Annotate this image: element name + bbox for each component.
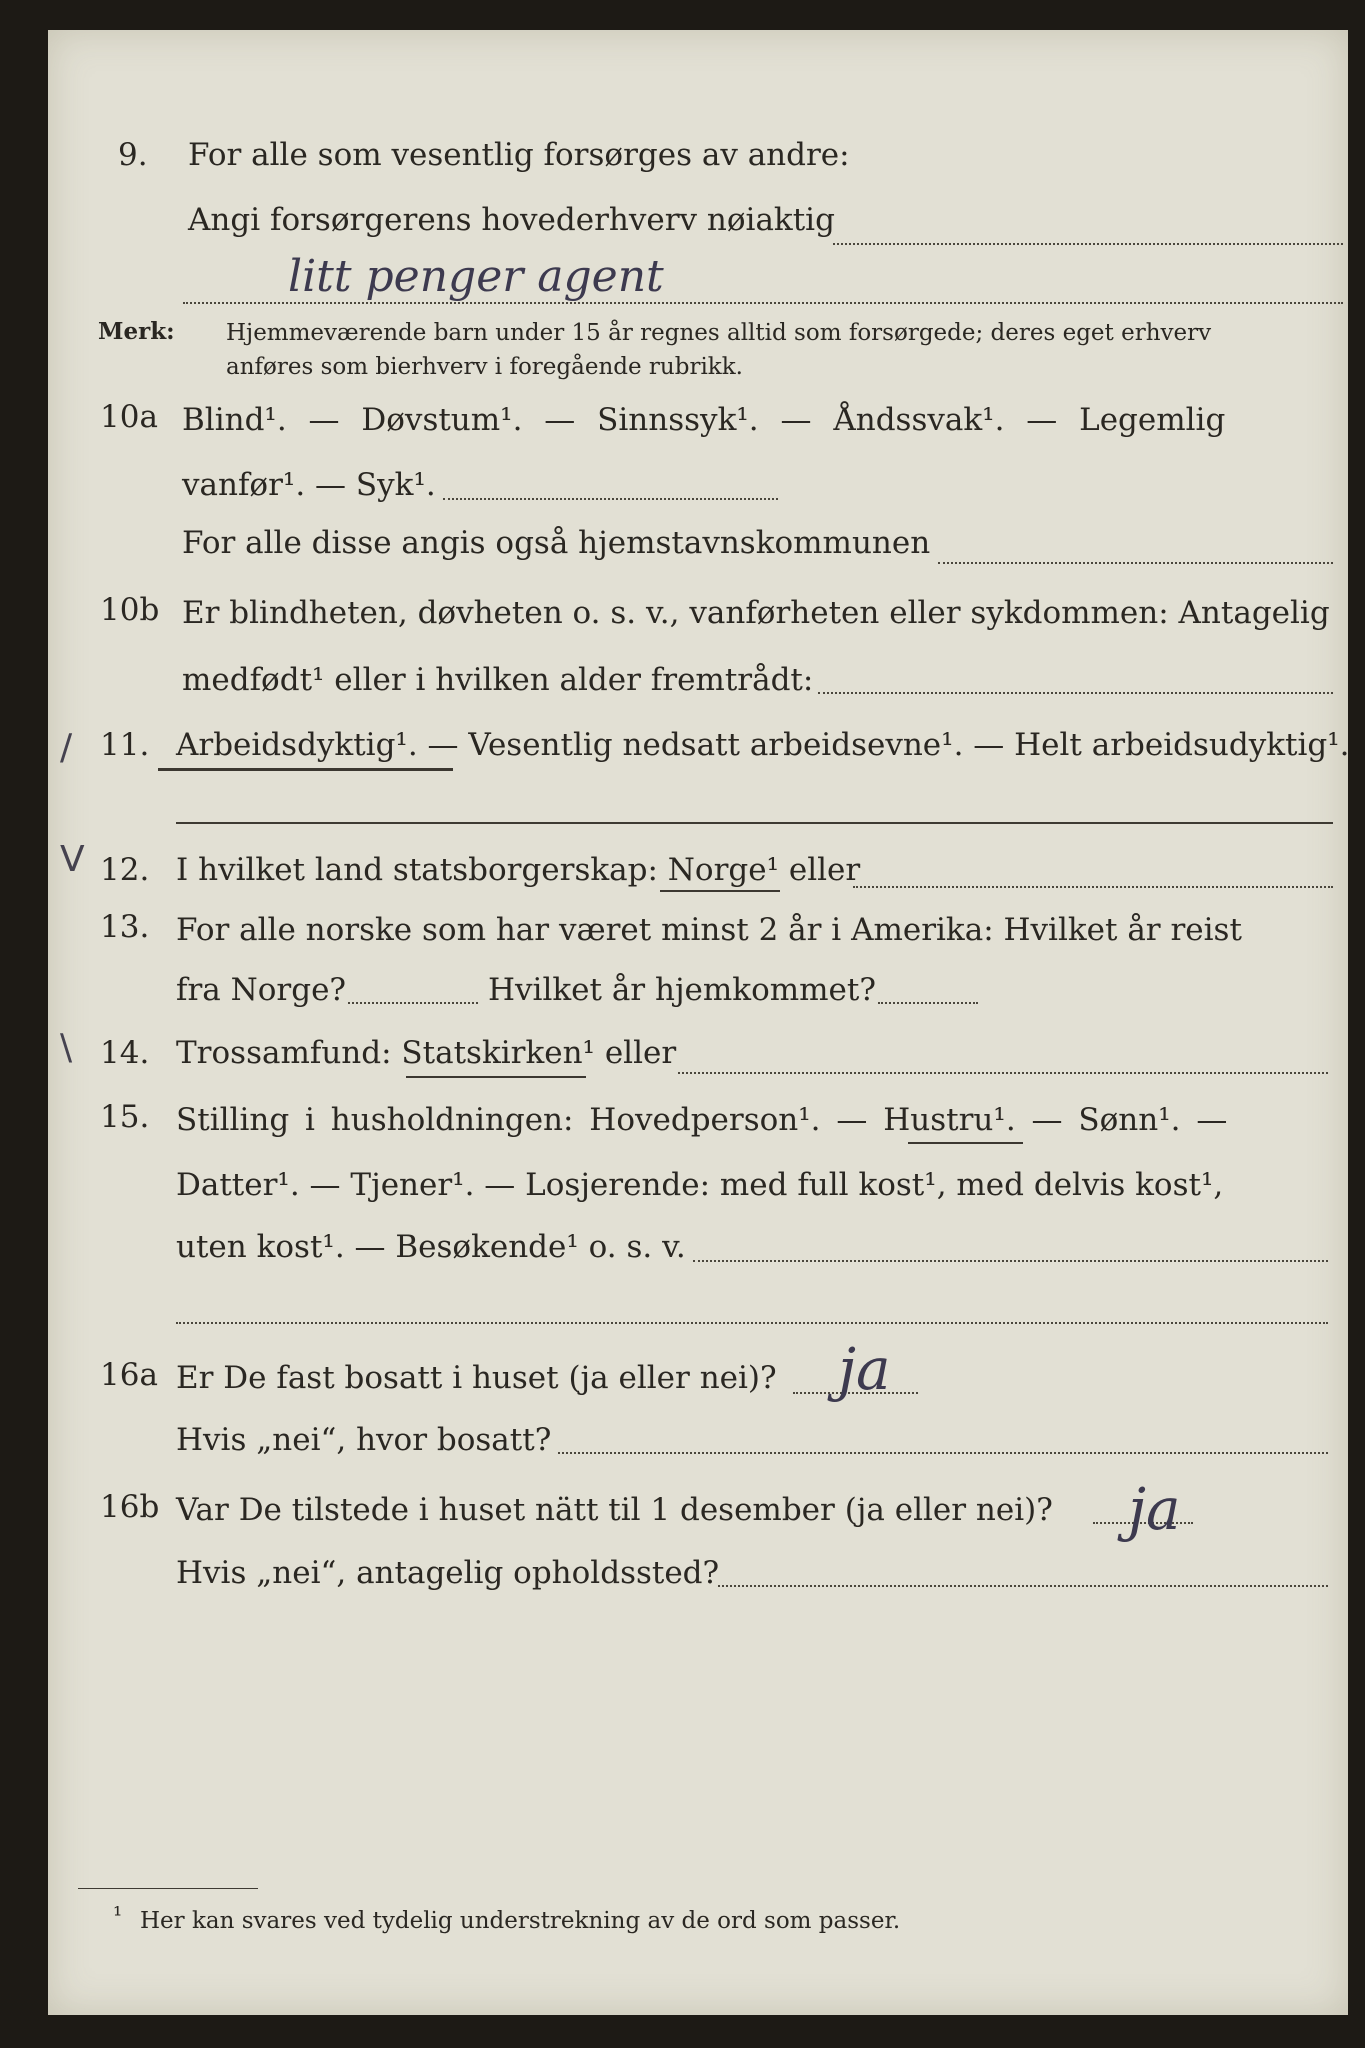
q13-hjemkommet-answer-line[interactable] bbox=[878, 1002, 978, 1004]
q16a-bosatt-answer-line[interactable] bbox=[558, 1452, 1328, 1454]
margin-tick-q11: / bbox=[60, 727, 73, 768]
merk-label: Merk: bbox=[98, 318, 175, 345]
footnote-mark: ¹ bbox=[113, 1903, 123, 1929]
footnote-divider bbox=[78, 1888, 258, 1889]
q14-answer-line[interactable] bbox=[678, 1072, 1328, 1074]
q10a-syk-answer-line[interactable] bbox=[443, 498, 778, 500]
q16a-handwritten-answer: ja bbox=[838, 1335, 891, 1403]
q13-reist-answer-line[interactable] bbox=[348, 1002, 478, 1004]
q15-answer-line-2[interactable] bbox=[176, 1322, 1328, 1324]
q16b-number: 16b bbox=[100, 1489, 160, 1525]
merk-line2: anføres som bierhverv i foregående rubrikk. bbox=[226, 354, 743, 380]
q9-line1: For alle som vesentlig forsørges av andre: bbox=[188, 137, 850, 173]
q13-number: 13. bbox=[100, 909, 150, 945]
q10a-line2: vanfør¹. — Syk¹. bbox=[182, 467, 436, 503]
q12-answer-line[interactable] bbox=[853, 886, 1333, 888]
q15-line2: Datter¹. — Tjener¹. — Losjerende: med full kost¹, med delvis kost¹, bbox=[176, 1167, 1224, 1203]
census-form-page bbox=[48, 30, 1348, 2015]
q12-line1: I hvilket land statsborgerskap: Norge¹ eller bbox=[176, 852, 861, 888]
q16a-line2: Hvis „nei“, hvor bosatt? bbox=[176, 1422, 552, 1458]
q9-number: 9. bbox=[118, 137, 148, 173]
q10b-line1: Er blindheten, døvheten o. s. v., vanførheten eller sykdommen: Antagelig bbox=[182, 595, 1330, 631]
q10b-answer-line[interactable] bbox=[818, 692, 1333, 694]
q14-underline-statskirken bbox=[406, 1076, 586, 1078]
q13-line1: For alle norske som har været minst 2 år i Amerika: Hvilket år reist bbox=[176, 912, 1242, 948]
merk-line1: Hjemmeværende barn under 15 år regnes alltid som forsørgede; deres eget erhverv bbox=[226, 320, 1212, 346]
q14-number: 14. bbox=[100, 1035, 150, 1071]
q9-answer-line-2[interactable] bbox=[183, 302, 1343, 304]
q9-answer-line-1[interactable] bbox=[833, 243, 1343, 245]
q10a-line1: Blind¹. — Døvstum¹. — Sinnssyk¹. — Åndssvak¹. — Legemlig bbox=[182, 402, 1226, 438]
q13-line2b: Hvilket år hjemkommet? bbox=[488, 972, 876, 1008]
q14-line1: Trossamfund: Statskirken¹ eller bbox=[176, 1035, 677, 1071]
q10b-line2: medfødt¹ eller i hvilken alder fremtrådt: bbox=[182, 662, 814, 698]
q10b-number: 10b bbox=[100, 592, 160, 628]
q15-line1: Stilling i husholdningen: Hovedperson¹. — Hustru¹. — Sønn¹. — bbox=[176, 1102, 1228, 1138]
margin-tick-q12: V bbox=[60, 839, 85, 880]
q16b-line2: Hvis „nei“, antagelig opholdssted? bbox=[176, 1555, 720, 1591]
q13-line2a: fra Norge? bbox=[176, 972, 347, 1008]
footnote-text: Her kan svares ved tydelig understrekning av de ord som passer. bbox=[140, 1908, 901, 1934]
q12-number: 12. bbox=[100, 852, 150, 888]
q11-number: 11. bbox=[100, 727, 150, 763]
q15-line3: uten kost¹. — Besøkende¹ o. s. v. bbox=[176, 1229, 686, 1265]
q10a-hjemstavn-answer-line[interactable] bbox=[938, 562, 1333, 564]
q16a-line1: Er De fast bosatt i huset (ja eller nei)? bbox=[176, 1360, 777, 1396]
q11-line1: Arbeidsdyktig¹. — Vesentlig nedsatt arbeidsevne¹. — Helt arbeidsudyktig¹. bbox=[176, 727, 1350, 763]
q12-underline-norge bbox=[660, 890, 780, 892]
q16b-opholdssted-answer-line[interactable] bbox=[718, 1585, 1328, 1587]
q9-line2: Angi forsørgerens hovederhverv nøiaktig bbox=[188, 202, 835, 238]
q9-handwritten-answer: litt penger agent bbox=[288, 251, 664, 302]
q10a-line3: For alle disse angis også hjemstavnskommunen bbox=[182, 525, 931, 561]
q11-answer-line[interactable] bbox=[176, 822, 1333, 824]
q15-answer-line-1[interactable] bbox=[693, 1260, 1328, 1262]
q16b-line1: Var De tilstede i huset nätt til 1 desember (ja eller nei)? bbox=[176, 1492, 1053, 1528]
q16b-handwritten-answer: ja bbox=[1128, 1475, 1181, 1543]
q11-underline-arbeidsdyktig bbox=[158, 768, 453, 771]
q16a-number: 16a bbox=[100, 1357, 158, 1393]
q15-underline-hustru bbox=[908, 1142, 1023, 1144]
q10a-number: 10a bbox=[100, 399, 158, 435]
q15-number: 15. bbox=[100, 1099, 150, 1135]
margin-tick-q14: \ bbox=[60, 1027, 73, 1068]
